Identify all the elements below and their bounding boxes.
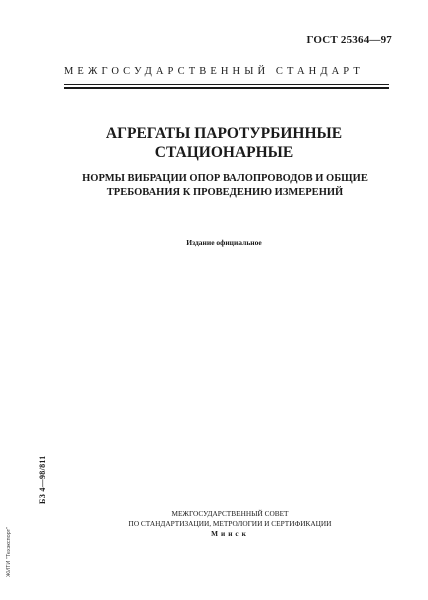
document-subtitle (60, 172, 390, 199)
title-line-1: АГРЕГАТЫ ПАРОТУРБИННЫЕ (105, 125, 343, 142)
standard-type-header: МЕЖГОСУДАРСТВЕННЫЙ СТАНДАРТ (64, 66, 364, 77)
subtitle-line-2: ТРЕБОВАНИЯ К ПРОВЕДЕНИЮ ИЗМЕРЕНИЙ (106, 186, 344, 198)
document-title (54, 124, 394, 162)
subtitle-line-1: НОРМЫ ВИБРАЦИИ ОПОР ВАЛОПРОВОДОВ И ОБЩИЕ (82, 173, 368, 184)
publisher-line-1: МЕЖГОСУДАРСТВЕННЫЙ СОВЕТ (171, 509, 289, 518)
publisher-city: Минск (211, 529, 249, 538)
standard-number: ГОСТ 25364—97 (306, 34, 392, 46)
side-code: БЗ 4—98/811 (38, 455, 47, 504)
margin-stamp: ЖИТИ "Техэкспорт" (6, 526, 12, 577)
edition-label: Издание официальное (186, 238, 262, 247)
header-rule-thick (64, 87, 389, 89)
header-rule-thin (64, 84, 389, 85)
publisher-block (60, 509, 400, 539)
publisher-line-2: ПО СТАНДАРТИЗАЦИИ, МЕТРОЛОГИИ И СЕРТИФИКАЦИИ (128, 519, 332, 528)
title-line-2: СТАЦИОНАРНЫЕ (154, 144, 294, 161)
